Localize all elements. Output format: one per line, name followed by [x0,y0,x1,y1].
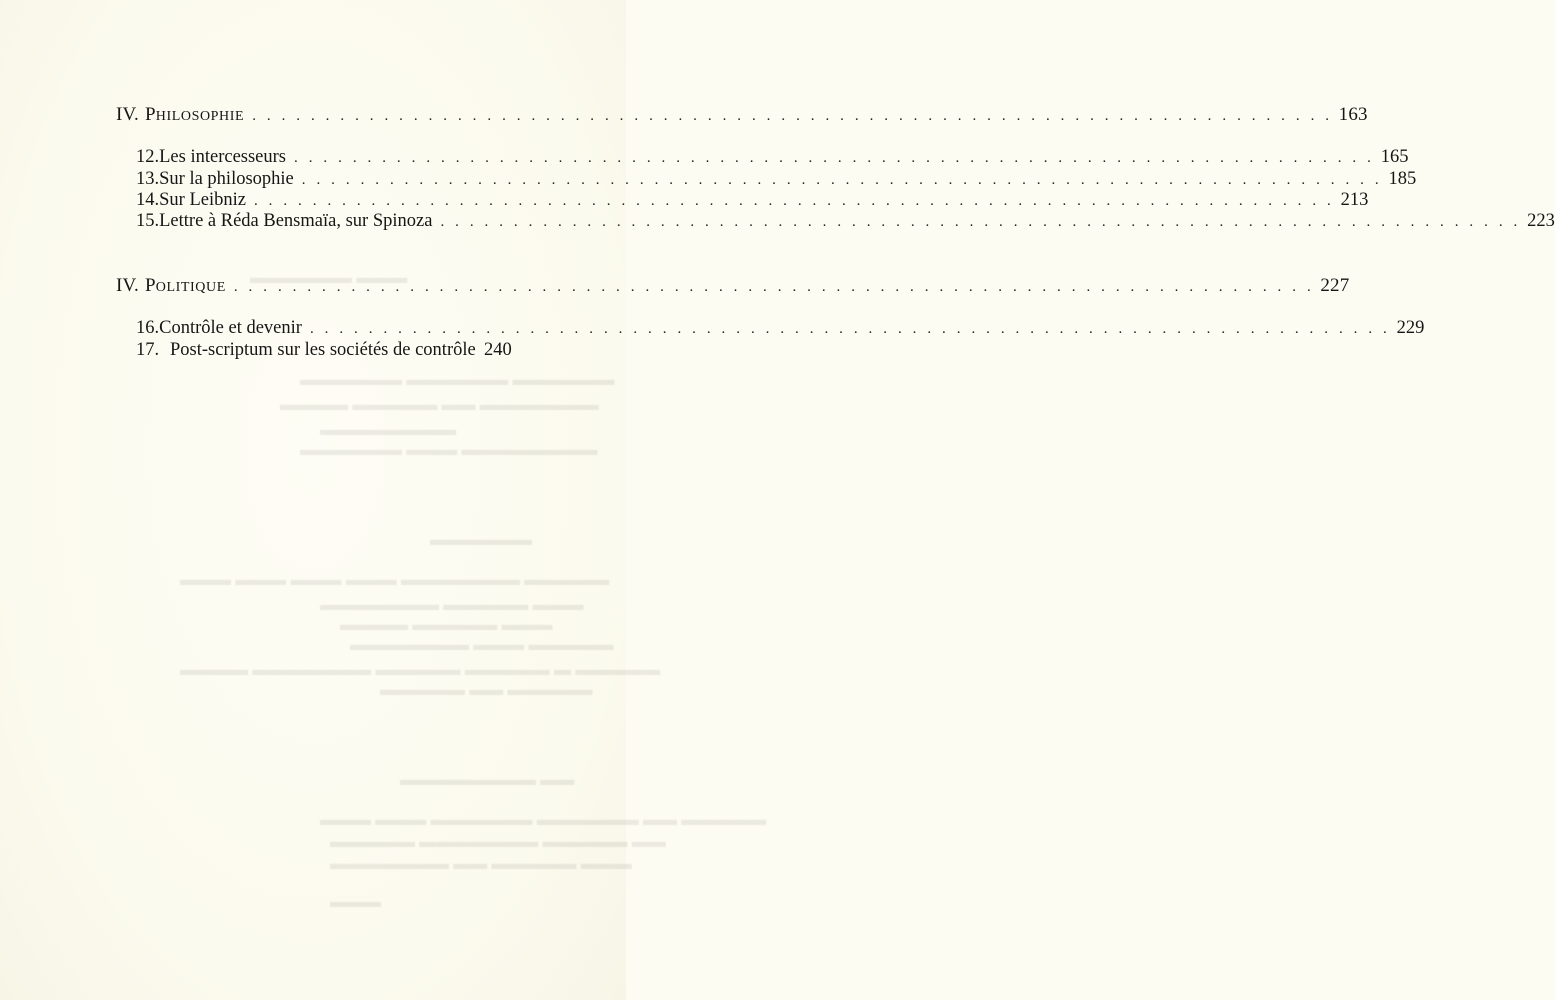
dot-leader [294,150,1374,167]
entry-title: Les intercesseurs [159,147,287,167]
entry-number: 17. [136,340,160,360]
toc-section-philosophie[interactable] [116,104,1368,126]
dot-leader [440,214,1520,231]
dot-leader [310,321,1390,338]
entry-title: Sur la philosophie [159,169,294,189]
section-numeral: IV. [116,104,139,125]
entry-number: 14. [136,190,160,210]
entry-title: Lettre à Réda Bensmaïa, sur Spinoza [159,211,433,231]
entry-page-number: 240 [483,340,512,360]
toc-entry-16[interactable] [136,318,1425,339]
dot-leader [252,108,1332,125]
toc-entry-13[interactable] [136,169,1417,190]
dot-leader [302,172,1382,189]
section-page-number: 163 [1338,104,1368,125]
entry-title: Sur Leibniz [159,190,246,210]
entry-page-number: 229 [1396,318,1425,338]
toc-entry-14[interactable] [136,190,1369,211]
entry-number: 16. [136,318,160,338]
entry-title: Contrôle et devenir [159,318,302,338]
dot-leader [254,193,1334,210]
toc-entry-12[interactable] [136,147,1409,168]
entry-page-number: 223 [1527,211,1555,231]
entry-page-number: 185 [1388,169,1417,189]
entry-number: 12. [136,147,160,167]
section-title: PHILOSOPHIE [144,104,245,125]
section-title: POLITIQUE [144,275,226,296]
entry-number: 13. [136,169,160,189]
toc-section-politique[interactable] [116,275,1350,297]
toc-entry-15[interactable] [136,211,1555,232]
toc-entry-17[interactable] [136,340,578,361]
entry-page-number: 165 [1380,147,1409,167]
entry-title: Post-scriptum sur les sociétés de contrôle [170,340,476,360]
show-through-text: ▬▬▬ ▬▬▬▬▬▬ ▬▬▬▬▬▬ ▬▬▬▬▬▬ ▬▬▬▬▬▬ ▬▬▬▬▬▬▬ ▬▬ ▬▬▬▬▬ ▬▬▬▬ ▬▬▬▬▬▬▬▬ ▬▬▬▬▬▬▬▬ ▬▬▬ ▬▬▬▬▬▬ ▬▬▬▬▬▬ ▬▬▬▬▬ ▬▬▬▬▬▬▬ ▬▬▬ ▬▬▬ ▬▬▬ ▬▬▬ ▬▬▬ ▬▬▬▬▬ ▬▬▬▬▬▬▬ ▬▬▬ ▬▬▬▬▬ ▬▬▬▬ ▬▬▬▬▬ ▬▬▬ ▬▬▬▬▬▬▬ ▬▬▬▬▬ ▬ ▬▬▬▬▬ ▬▬▬▬▬ ▬▬▬▬▬▬▬ ▬▬▬▬ ▬▬▬▬▬ ▬▬ ▬▬▬▬▬ ▬▬ ▬▬▬▬▬▬▬▬ ▬▬▬▬▬ ▬▬ ▬▬▬▬▬▬ ▬▬▬▬▬▬ ▬▬▬ ▬▬▬ ▬▬ ▬▬▬▬▬ ▬▬▬▬▬▬▬ ▬▬▬▬▬ ▬▬▬ ▬▬▬▬▬ ▬▬ ▬▬▬▬▬▬▬ ▬▬▬ [180,268,767,911]
dot-leader [234,279,1314,296]
section-numeral: IV. [116,275,139,296]
entry-page-number: 213 [1340,190,1369,210]
entry-number: 15. [136,211,160,231]
section-page-number: 227 [1320,275,1350,296]
